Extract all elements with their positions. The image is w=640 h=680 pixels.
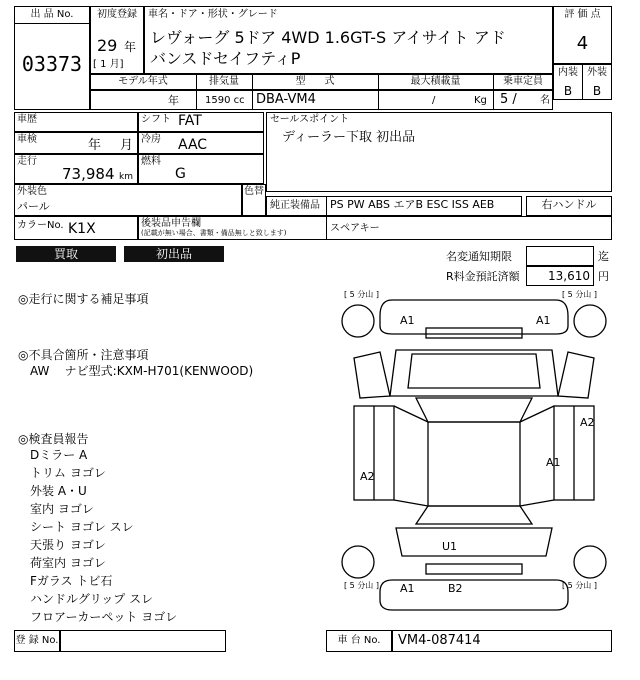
defect-line: AW ナビ型式:KXM-H701(KENWOOD)	[30, 364, 254, 378]
first-reg-year-unit: 年	[124, 40, 137, 54]
tire-front-left	[342, 305, 374, 337]
history-label: 車歴	[17, 114, 37, 125]
mark-rear-roof: U1	[442, 540, 458, 553]
inspector-line: フロアーカーペット ヨゴレ	[30, 610, 178, 624]
tire-rear-left	[342, 546, 374, 578]
exterior-label: 外装	[587, 67, 607, 78]
inspection-month-unit: 月	[120, 138, 134, 153]
grade-label: 評 価 点	[564, 9, 601, 20]
displacement-label: 排気量	[209, 76, 239, 87]
ac-label: 冷房	[141, 134, 161, 145]
chassis-value: VM4-087414	[398, 633, 481, 648]
mileage-label: 走行	[17, 156, 37, 167]
inspection-label: 車検	[17, 134, 37, 145]
fuel-label: 燃料	[141, 156, 161, 167]
color-change-label: 色替	[244, 186, 264, 197]
inspector-line: ハンドルグリップ スレ	[30, 592, 154, 606]
tire-rear-right	[574, 546, 606, 578]
sales-point-label: セールスポイント	[270, 114, 350, 125]
max-load-label: 最大積載量	[410, 76, 461, 87]
fuel-value: G	[175, 166, 186, 182]
trunk	[396, 528, 552, 556]
aftermarket-divider	[326, 216, 327, 240]
mileage-unit: km	[119, 172, 133, 182]
sales-point-value: ディーラー下取 初出品	[282, 130, 416, 145]
tire-rear-left-label: [ 5 分山 ]	[344, 581, 379, 590]
type-value: DBA-VM4	[256, 92, 316, 107]
inspector-line: 室内 ヨゴレ	[30, 502, 94, 516]
inspector-line: トリム ヨゴレ	[30, 466, 106, 480]
mileage-value: 73,984	[62, 165, 115, 183]
mark-rear-left: A1	[400, 582, 415, 595]
hood	[390, 350, 558, 396]
equipment-value: PS PW ABS エアB ESC ISS AEB	[330, 198, 495, 211]
aftermarket-label: 後装品申告欄	[141, 218, 201, 229]
type-label: 型 式	[295, 76, 335, 87]
inspector-line: 荷室内 ヨゴレ	[30, 556, 106, 570]
first-reg-month: [ 1 月]	[93, 59, 124, 70]
registration-value-cell	[60, 630, 226, 652]
lot-label: 出 品 No.	[30, 9, 74, 20]
mark-rear-bumper: B2	[448, 582, 463, 595]
mark-left-side: A2	[360, 470, 375, 483]
name-change-unit: 迄	[598, 250, 609, 263]
interior-grade: B	[563, 84, 573, 98]
model-year-label: モデル年式	[118, 76, 168, 87]
registration-label: 登 録 No.	[15, 635, 59, 646]
exterior-color-value: パール	[17, 200, 50, 213]
inspector-line: Dミラー A	[30, 448, 88, 462]
name-change-box	[526, 246, 594, 266]
car-damage-diagram	[336, 288, 612, 628]
rear-window	[416, 506, 532, 524]
inspection-year-unit: 年	[88, 138, 102, 153]
interior-label: 内装	[558, 67, 578, 78]
tire-rear-right-label: [ 5 分山 ]	[562, 581, 597, 590]
capacity-unit: 名	[540, 95, 550, 106]
shift-value: FAT	[178, 113, 202, 129]
name-change-label: 名変通知期限	[446, 250, 512, 263]
rear-plate	[426, 564, 522, 574]
mark-front-right: A1	[536, 314, 551, 327]
first-reg-label: 初度登録	[97, 9, 137, 20]
buy-badge: 買取	[16, 246, 116, 262]
color-no-label: カラーNo.	[17, 220, 64, 231]
car-name-line1: レヴォーグ 5ドア 4WD 1.6GT-S アイサイト アド	[150, 28, 506, 47]
equipment-divider	[326, 196, 327, 216]
lot-number: 03373	[21, 52, 83, 76]
left-front-fender	[354, 352, 390, 398]
shift-label: シフト	[141, 114, 171, 125]
mark-right-quarter: A2	[580, 416, 595, 429]
displacement-value: 1590 cc	[205, 95, 245, 106]
tire-front-left-label: [ 5 分山 ]	[344, 290, 379, 299]
capacity-value: 5 /	[500, 92, 517, 107]
tire-front-right	[574, 305, 606, 337]
recycle-unit: 円	[598, 270, 609, 283]
color-no-value: K1X	[68, 221, 96, 237]
exterior-grade: B	[592, 84, 602, 98]
aftermarket-note: (記載が無い場合、書類・備品無しと致します)	[141, 229, 287, 237]
tire-front-right-label: [ 5 分山 ]	[562, 290, 597, 299]
chassis-label: 車 台 No.	[337, 635, 381, 646]
ac-value: AAC	[178, 137, 208, 153]
recycle-label: R料金預託済額	[446, 270, 520, 283]
mark-front-left: A1	[400, 314, 415, 327]
steering-value: 右ハンドル	[541, 198, 597, 211]
grade-value: 4	[576, 33, 589, 54]
recycle-value: 13,610	[548, 269, 590, 283]
inspector-line: シート ヨゴレ スレ	[30, 520, 134, 534]
car-name-label: 車名・ドア・形状・グレード	[148, 9, 278, 20]
windshield	[416, 398, 532, 422]
inspector-line: 天張り ヨゴレ	[30, 538, 106, 552]
inspector-line: Fガラス トビ石	[30, 574, 113, 588]
supplement-title: ◎走行に関する補足事項	[18, 292, 149, 306]
exterior-color-label: 外装色	[17, 186, 47, 197]
first-reg-year: 29	[97, 36, 118, 55]
first-listing-badge: 初出品	[124, 246, 224, 262]
max-load-value: /	[432, 95, 436, 106]
roof	[428, 422, 520, 506]
inspector-line: 外装 A・U	[30, 484, 87, 498]
equipment-label: 純正装備品	[270, 200, 320, 211]
inspector-title: ◎検査員報告	[18, 432, 89, 446]
defect-title: ◎不具合箇所・注意事項	[18, 348, 149, 362]
model-year-unit: 年	[168, 94, 179, 107]
aftermarket-value: スペアキー	[330, 223, 380, 234]
right-front-fender	[558, 352, 594, 398]
mark-right-door: A1	[546, 456, 561, 469]
max-load-unit: Kg	[474, 95, 487, 106]
car-name-line2: バンスドセイフティP	[150, 49, 301, 68]
capacity-label: 乗車定員	[503, 76, 543, 87]
front-grille	[426, 328, 522, 338]
